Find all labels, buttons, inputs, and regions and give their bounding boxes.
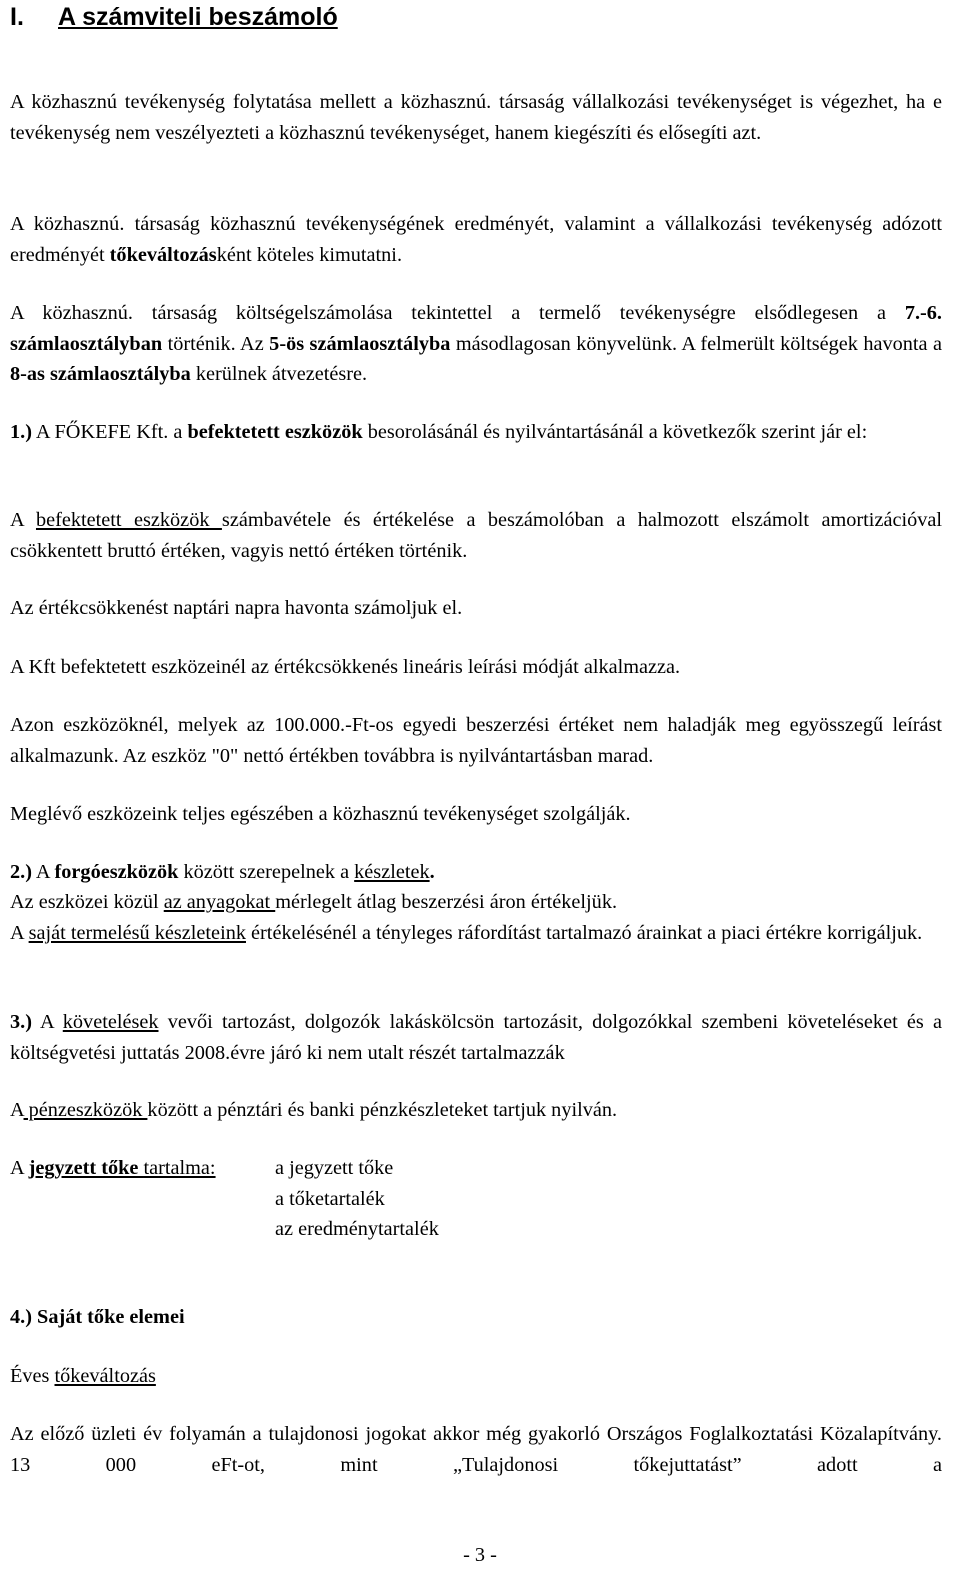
text-segment: értékelésénél a tényleges ráfordítást tartalmazó árainkat a piaci értékre korrigáljuk. xyxy=(245,922,923,944)
paragraph-fixed-assets-valuation xyxy=(10,505,942,566)
text-segment: A xyxy=(10,1099,24,1121)
paragraph-current-assets xyxy=(10,857,942,888)
underlined-term: tartalma: xyxy=(143,1157,216,1179)
underlined-term: készletek xyxy=(354,861,430,883)
bold-term: befektetett eszközök xyxy=(187,421,363,443)
underlined-term: saját termelésű készleteink xyxy=(28,922,246,944)
underlined-term: befektetett eszközök xyxy=(35,509,222,531)
paragraph-low-value-assets: Azon eszközöknél, melyek az 100.000.-Ft-os egyedi beszerzési értéket nem haladják meg egyösszegű leírást alkalmazunk. Az eszköz "0" nettó értékben továbbra is nyilvántartásban marad. xyxy=(10,714,942,767)
section-title: A számviteli beszámoló xyxy=(58,3,338,31)
subsection-heading: 4.) Saját tőke elemei xyxy=(10,1306,185,1328)
text-segment: kerülnek átvezetésre. xyxy=(190,363,368,385)
text-segment: A xyxy=(10,509,36,531)
text-segment: között szerepelnek a xyxy=(178,861,355,883)
paragraph-share-capital xyxy=(10,1153,942,1184)
text-segment: A xyxy=(31,1011,63,1033)
text-segment: A xyxy=(31,861,55,883)
text-segment: között a pénztári és banki pénzkészleteket tartjuk nyilván. xyxy=(147,1099,618,1121)
text-segment: vevői tartozást, dolgozók lakáskölcsön tartozásit, dolgozókkal szembeni követeléseket és a költségvetési juttatás 2008.évre járó ki nem utalt részét tartalmazzák xyxy=(10,1011,942,1064)
section-number: I. xyxy=(10,3,24,31)
item-number: 3.) xyxy=(10,1011,32,1033)
paragraph-public-benefit-use: Meglévő eszközeink teljes egészében a közhasznú tevékenységet szolgálják. xyxy=(10,803,631,825)
bold-term: 7.-6. számlaosztályban xyxy=(10,302,942,355)
capital-item: a tőketartalék xyxy=(275,1188,385,1210)
text-segment: mérlegelt átlag beszerzési áron értékeljük. xyxy=(275,891,618,913)
underlined-term: követelések xyxy=(62,1011,159,1033)
capital-item: a jegyzett tőke xyxy=(275,1157,394,1179)
paragraph-receivables xyxy=(10,1007,942,1068)
text-segment: számbavétele és értékelése a beszámolóban a halmozott elszámolt amortizációval csökkentett bruttó értéken, vagyis nettó értéken történik. xyxy=(10,509,943,562)
text-segment: A FŐKEFE Kft. a xyxy=(31,421,188,443)
underlined-term: az anyagokat xyxy=(163,891,276,913)
item-number: 1.) xyxy=(10,421,32,443)
text-segment: A xyxy=(10,922,29,944)
paragraph-owner-contribution: Az előző üzleti év folyamán a tulajdonosi jogokat akkor még gyakorló Országos Foglalkoztatási Közalapítvány. 13 000 eFt-ot, mint „Tulajdonosi tőkejuttatást” adott a xyxy=(10,1423,942,1476)
text-segment: A xyxy=(10,1157,29,1179)
bold-term: forgóeszközök xyxy=(54,861,179,883)
section-heading xyxy=(10,2,338,32)
bold-term: 5-ös számlaosztályba xyxy=(269,332,451,355)
text-segment: A közhasznú. társaság költségelszámolása tekintettel a termelő tevékenységre elsődlegesen a xyxy=(10,302,905,324)
paragraph-cash xyxy=(10,1095,942,1126)
bold-underlined-term: jegyzett tőke xyxy=(28,1157,144,1179)
paragraph-own-production-stock xyxy=(10,918,942,949)
bold-term: 8-as számlaosztályba xyxy=(10,363,191,385)
text-segment: másodlagosan könyvelünk. A felmerült költségek havonta a xyxy=(450,332,942,355)
text-segment: besorolásánál és nyilvántartásánál a következők szerint jár el: xyxy=(362,421,868,443)
text-segment: Éves xyxy=(10,1365,55,1387)
paragraph-materials xyxy=(10,887,942,918)
paragraph-cost-accounting xyxy=(10,298,942,390)
text-segment: történik. Az xyxy=(162,332,270,355)
paragraph-linear-method: A Kft befektetett eszközeinél az értékcsökkenés lineáris leírási módját alkalmazza. xyxy=(10,656,681,678)
underlined-term: pénzeszközök xyxy=(23,1099,148,1121)
paragraph-intro: A közhasznú tevékenység folytatása mellett a közhasznú. társaság vállalkozási tevékenységet is végezhet, ha e tevékenység nem veszélyezteti a közhasznú tevékenységet, hanem kiegészíti és elősegíti azt. xyxy=(10,91,942,144)
text-segment: A közhasznú. társaság közhasznú tevékenységének eredményét, valamint a vállalkozási tevékenység adózott eredményét xyxy=(10,213,942,266)
page-number: - 3 - xyxy=(463,1544,497,1566)
paragraph-result xyxy=(10,209,942,270)
underlined-term: tőkeváltozás xyxy=(54,1365,156,1387)
item-number: 2.) xyxy=(10,861,32,883)
paragraph-annual-capital-change xyxy=(10,1361,942,1392)
capital-item: az eredménytartalék xyxy=(275,1218,439,1240)
text-segment: Az eszközei közül xyxy=(10,891,164,913)
paragraph-fixed-assets-intro xyxy=(10,417,942,448)
text-segment: ként köteles kimutatni. xyxy=(216,243,403,266)
paragraph-depreciation: Az értékcsökkenést naptári napra havonta számoljuk el. xyxy=(10,597,463,619)
bold-term: tőkeváltozás xyxy=(109,243,217,266)
text-segment: . xyxy=(429,861,435,883)
